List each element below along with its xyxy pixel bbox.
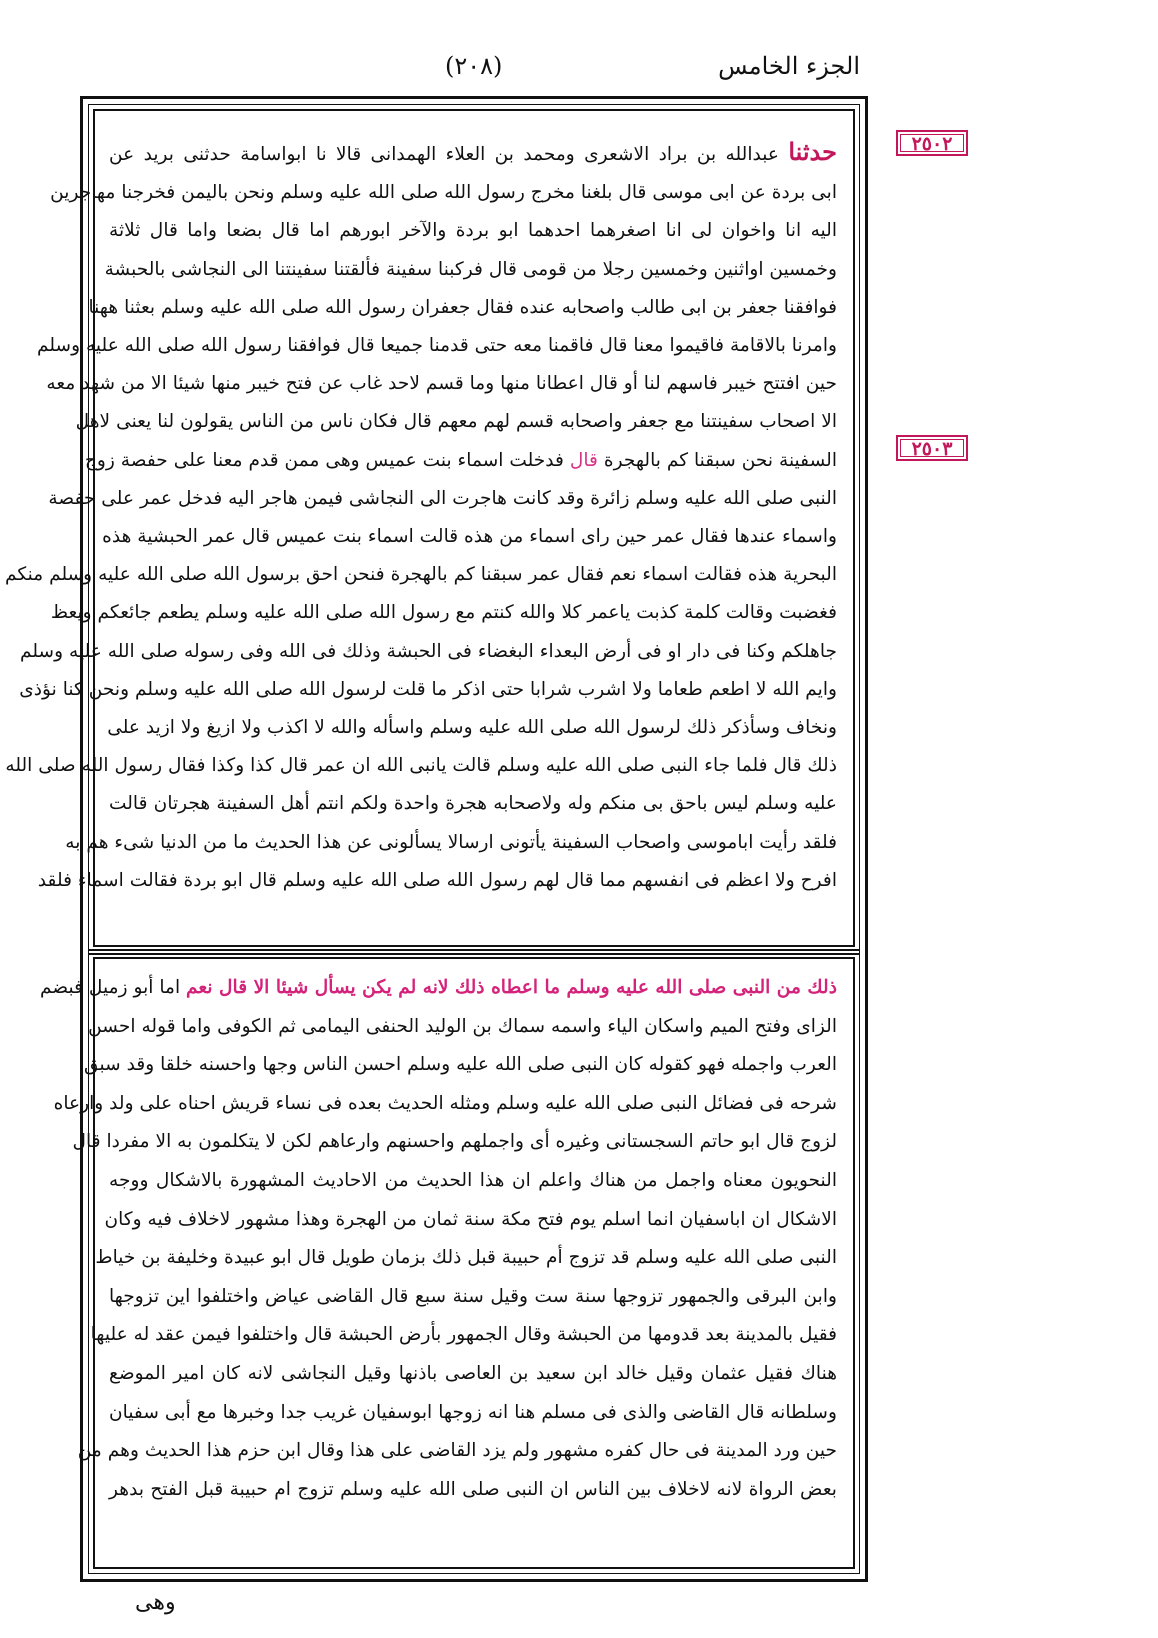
- text-line: النبى صلى الله عليه وسلم زائرة وقد كانت هاجرت الى النجاشى فيمن هاجر اليه فدخل عمر على حفصة: [48, 487, 837, 509]
- text-line: جاهلكم وكنا فى دار او فى أرض البعداء البغضاء فى الحبشة وذلك فى الله وفى رسوله صلى الله عليه وسلم: [20, 640, 837, 662]
- volume-title: الجزء الخامس: [718, 52, 860, 80]
- hadith-number-2502: [896, 130, 968, 156]
- text-line: بعض الرواة لانه لاخلاف بين الناس ان النبى صلى الله عليه وسلم تزوج ام حبيبة قبل الفتح بدهر: [109, 1478, 837, 1500]
- hadith-number-inner-border: [900, 134, 964, 152]
- qal-marker: قال: [569, 449, 598, 471]
- text-line: اليه انا واخوان لى انا اصغرهما احدهما ابو بردة والآخر ابورهم اما قال بضعا واما قال ثلاثة: [109, 220, 837, 242]
- text-line: فقيل بالمدينة بعد قدومها من الحبشة وقال الجمهور بأرض الحبشة قال واختلفوا فيمن عقد له عليها: [90, 1324, 837, 1346]
- text-line: [109, 133, 837, 174]
- hadith-text-panel: [4, 109, 855, 947]
- commentary-text: [40, 969, 837, 1509]
- hadith-number-text: ٢٥٠٢: [911, 133, 953, 155]
- catchword: وهى: [135, 1590, 176, 1615]
- text-line: وايم الله لا اطعم طعاما ولا اشرب شرابا حتى اذكر ما قلت لرسول الله صلى الله عليه وسلم ونحن كنا نؤذى: [19, 678, 837, 700]
- line-text: فدخلت اسماء بنت عميس وهى ممن قدم معنا على حفصة زوج: [84, 449, 564, 471]
- text-line: ونخاف وسأذكر ذلك لرسول الله صلى الله عليه وسلم واسأله والله لا اكذب ولا ازيغ ولا ازيد على: [107, 717, 837, 739]
- lead-word: حدثنا: [788, 137, 837, 166]
- text-line: الا اصحاب سفينتنا مع جعفر واصحابه قسم لهم معهم قال فكان ناس من الناس يقولون لنا يعنى لاهل: [75, 411, 837, 433]
- line-text: عبدالله بن براد الاشعرى ومحمد بن العلاء الهمدانى قالا نا ابواسامة حدثنى بريد عن: [109, 144, 779, 165]
- text-line: عليه وسلم ليس باحق بى منكم وله ولاصحابه هجرة واحدة ولكم انتم أهل السفينة هجرتان قالت: [109, 793, 837, 815]
- text-line: حين افتتح خيبر فاسهم لنا أو قال اعطانا منها وما قسم لاحد غاب عن فتح خيبر منها شيئا الا من شهد معه: [46, 373, 837, 395]
- page-frame-inner: [4, 104, 860, 1574]
- text-line: وابن البرقى والجمهور تزوجها سنة ست وقيل سنة سبع قال القاضى عياض واختلفوا اين تزوجها: [109, 1285, 837, 1307]
- text-line: ابى بردة عن ابى موسى قال بلغنا مخرج رسول الله صلى الله عليه وسلم ونحن باليمن فخرجنا مهاجرين: [50, 182, 837, 204]
- text-line: [84, 442, 837, 480]
- line-text: السفينة نحن سبقنا كم بالهجرة: [603, 449, 837, 471]
- text-line: فلقد رأيت اباموسى واصحاب السفينة يأتونى ارسالا يسألونى عن هذا الحديث ما من الدنيا شىء هم به: [65, 831, 837, 853]
- page-frame: [4, 96, 868, 1582]
- panel-separator: [89, 949, 859, 955]
- text-line: فوافقنا جعفر بن ابى طالب واصحابه عنده فقال جعفران رسول الله صلى الله عليه وسلم بعثنا ههنا: [88, 296, 837, 318]
- hadith-number-text: ٢٥٠٣: [911, 438, 953, 460]
- page-number: (٢٠٨): [445, 52, 503, 80]
- text-line: الاشكال ان اباسفيان انما اسلم يوم فتح مكة سنة ثمان من الهجرة وهذا مشهور لاخلاف فيه وكان: [104, 1208, 837, 1230]
- line-text: اما أبو زميل فبضم: [40, 977, 181, 998]
- text-line: وسلطانه قال القاضى والذى فى مسلم هنا انه زوجها ابوسفيان غريب جدا وخبرها مع أبى سفيان: [109, 1401, 837, 1423]
- text-line: شرحه فى فضائل النبى صلى الله عليه وسلم ومثله الحديث بعده فى نساء قريش احناه على ولد وارعاه: [53, 1092, 837, 1114]
- text-line: العرب واجمله فهو كقوله كان النبى صلى الله عليه وسلم احسن الناس وجها واحسنه خلقا وقد سبق: [83, 1054, 837, 1076]
- text-line: النبى صلى الله عليه وسلم قد تزوج أم حبيبة قبل ذلك بزمان طويل قال ابو عبيدة وخليفة بن خياط: [95, 1247, 837, 1269]
- text-line: وخمسين اواثنين وخمسين رجلا من قومى قال فركبنا سفينة فألقتنا سفينتنا الى النجاشى بالحبشة: [104, 258, 837, 280]
- text-line: حين ورد المدينة فى حال كفره مشهور ولم يزد القاضى على هذا وقال ابن حزم هذا الحديث وهم من: [77, 1440, 837, 1462]
- hadith-text: [4, 133, 837, 900]
- commentary-panel: [40, 957, 855, 1569]
- hadith-number-2503: [896, 435, 968, 461]
- page-header: [80, 48, 860, 88]
- commentary-heading: ذلك من النبى صلى الله عليه وسلم ما اعطاه ذلك لانه لم يكن يسأل شيئا الا قال نعم: [186, 977, 837, 998]
- hadith-number-inner-border: [900, 439, 964, 457]
- text-line: هناك فقيل عثمان وقيل خالد ابن سعيد بن العاصى باذنها وقيل النجاشى لانه كان امير الموضع: [109, 1362, 837, 1384]
- text-line: البحرية هذه فقالت اسماء نعم فقال عمر سبقنا كم بالهجرة فنحن احق برسول الله صلى الله عليه وسلم منكم: [4, 564, 837, 586]
- text-line: ذلك قال فلما جاء النبى صلى الله عليه وسلم قالت يانبى الله ان عمر قال كذا وكذا فقال رسول الله صلى الله: [5, 755, 837, 777]
- text-line: لزوج قال ابو حاتم السجستانى وغيره أى واجملهم واحسنهم وارعاهم لكن لا يتكلمون به الا مفردا قال: [72, 1131, 837, 1153]
- text-line: فغضبت وقالت كلمة كذبت ياعمر كلا والله كنتم مع رسول الله صلى الله عليه وسلم يطعم جائعكم ويعظ: [50, 602, 837, 624]
- text-line: الزاى وفتح الميم واسكان الياء واسمه سماك بن الوليد الحنفى اليمامى ثم الكوفى واما قوله احسن: [88, 1015, 837, 1037]
- text-line: النحويون معناه واجمل من هناك واعلم ان هذا الحديث من الاحاديث المشهورة بالاشكال ووجه: [109, 1169, 837, 1191]
- text-line: واسماء عندها فقال عمر حين راى اسماء من هذه قالت اسماء بنت عميس قال عمر الحبشية هذه: [102, 526, 837, 548]
- text-line: [40, 969, 837, 1008]
- text-line: افرح ولا اعظم فى انفسهم مما قال لهم رسول الله صلى الله عليه وسلم قال ابو بردة فقالت اسماء فلقد: [37, 869, 837, 891]
- text-line: وامرنا بالاقامة فاقيموا معنا قال فاقمنا معه حتى قدمنا جميعا قال فوافقنا رسول الله صلى الله عليه وسلم: [36, 335, 837, 357]
